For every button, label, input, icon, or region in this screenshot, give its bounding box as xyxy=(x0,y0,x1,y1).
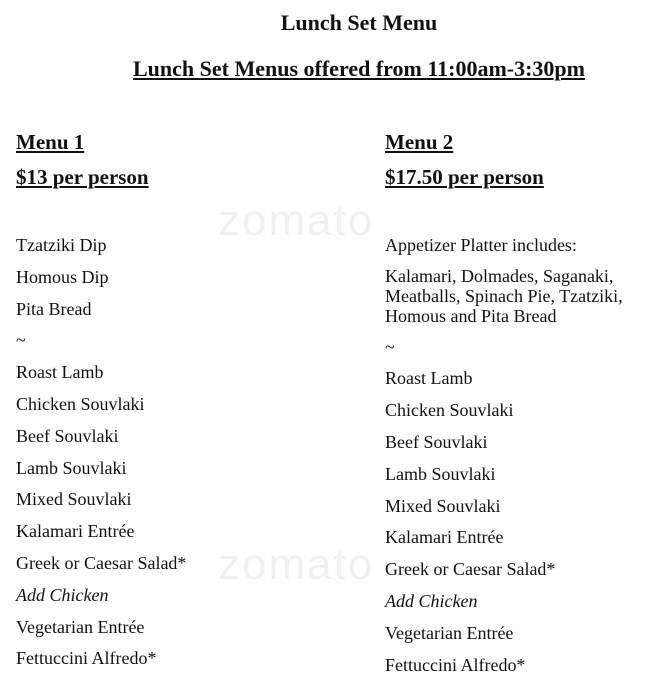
menu-item: Roast Lamb xyxy=(16,362,104,383)
menu-item: Appetizer Platter includes: xyxy=(385,235,577,255)
menu-item: Beef Souvlaki xyxy=(16,425,119,446)
menu-separator: ~ xyxy=(16,330,26,351)
menu-item: Greek or Caesar Salad* xyxy=(385,559,556,580)
menu-item: Mixed Souvlaki xyxy=(16,489,132,510)
menu-item: Beef Souvlaki xyxy=(385,431,488,452)
menu-item: Chicken Souvlaki xyxy=(16,393,145,414)
menu-item: Roast Lamb xyxy=(385,368,473,389)
page-title: Lunch Set Menu xyxy=(280,10,438,35)
menu-2-title: Menu 2 xyxy=(385,130,454,154)
menu-2-column xyxy=(385,130,647,675)
menu-separator: ~ xyxy=(385,336,395,357)
menu-item: Lamb Souvlaki xyxy=(385,463,496,484)
page-subtitle: Lunch Set Menus offered from 11:00am-3:30pm xyxy=(133,56,585,81)
menu-1-items xyxy=(16,234,186,679)
watermark: zomato xyxy=(218,540,375,589)
menu-2-items xyxy=(385,234,647,685)
menu-item-addon: Add Chicken xyxy=(385,590,478,611)
menu-1-title: Menu 1 xyxy=(16,130,85,154)
menu-item: Kalamari Entrée xyxy=(16,521,135,542)
menu-item: Vegetarian Entrée xyxy=(16,616,145,637)
menu-item-addon: Add Chicken xyxy=(16,584,109,605)
menu-item: Greek or Caesar Salad* xyxy=(16,552,187,573)
menu-item: Chicken Souvlaki xyxy=(385,400,514,421)
menu-item: Tzatziki Dip xyxy=(16,235,107,255)
menu-item: Fettuccini Alfredo* xyxy=(385,654,526,675)
menu-item: Kalamari Entrée xyxy=(385,527,504,548)
menu-item: Homous Dip xyxy=(16,266,109,287)
menu-1-price: $13 per person xyxy=(16,165,149,189)
menu-item: Mixed Souvlaki xyxy=(385,495,501,516)
menu-item: Lamb Souvlaki xyxy=(16,457,127,478)
watermark: zomato xyxy=(218,196,375,245)
menu-item-platter-contents: Kalamari, Dolmades, Saganaki, Meatballs, Spinach Pie, Tzatziki, Homous and Pita Bread xyxy=(385,265,623,326)
menu-item: Fettuccini Alfredo* xyxy=(16,648,157,669)
menu-item: Pita Bread xyxy=(16,298,92,319)
menu-2-price: $17.50 per person xyxy=(385,165,544,189)
menu-item: Vegetarian Entrée xyxy=(385,622,514,643)
